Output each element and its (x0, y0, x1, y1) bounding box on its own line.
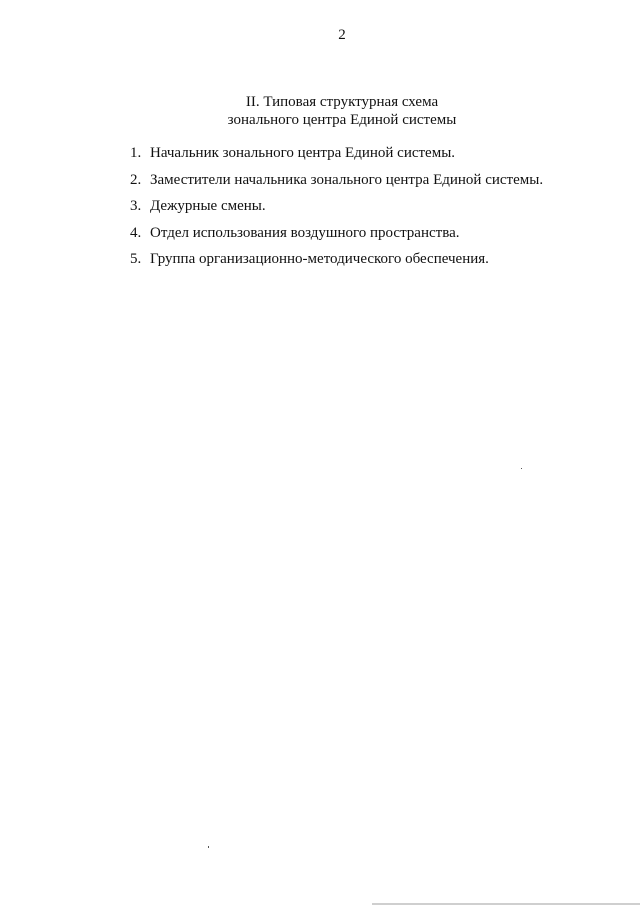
list-item-number: 5. (130, 251, 142, 267)
section-heading-line-2: зонального центра Единой системы (227, 112, 457, 128)
list-item-text: Дежурные смены. (150, 198, 266, 214)
page-number: 2 (338, 27, 346, 43)
structure-list (130, 144, 543, 277)
scan-speck (521, 468, 522, 469)
list-item (130, 144, 543, 171)
list-item (130, 224, 543, 251)
list-item (130, 197, 543, 224)
list-item-number: 4. (130, 224, 142, 241)
list-item-text: Заместители начальника зонального центра Единой системы. (150, 171, 544, 188)
scan-speck (208, 846, 209, 848)
list-item-number: 1. (130, 145, 142, 161)
list-item-text: Группа организационно-методического обеспечения. (150, 251, 489, 267)
list-item-number: 3. (130, 198, 142, 214)
section-heading-line-1: II. Типовая структурная схема (245, 94, 439, 110)
list-item (130, 250, 543, 277)
list-item-number: 2. (130, 171, 142, 188)
list-item (130, 171, 543, 198)
section-heading (0, 93, 640, 129)
list-item-text: Отдел использования воздушного пространства. (150, 224, 460, 241)
list-item-text: Начальник зонального центра Единой системы. (150, 145, 456, 161)
